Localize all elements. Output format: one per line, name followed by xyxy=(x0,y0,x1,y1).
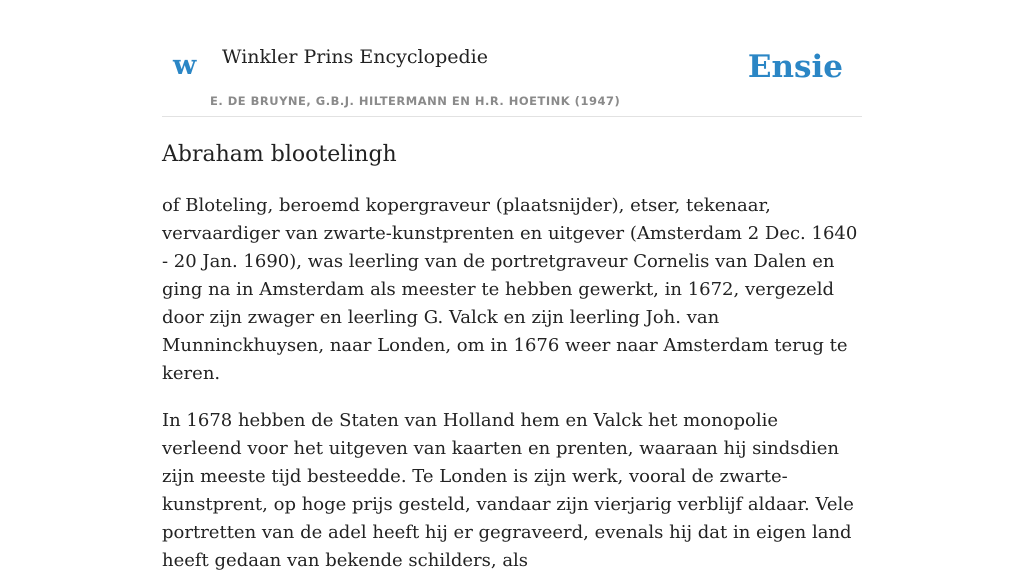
article-title: Abraham blootelingh xyxy=(162,142,397,167)
encyclopedia-authors: E. DE BRUYNE, G.B.J. HILTERMANN EN H.R. HOETINK (1947) xyxy=(210,94,621,108)
encyclopedia-logo[interactable]: w xyxy=(173,50,197,81)
article-paragraph-2: In 1678 hebben de Staten van Holland hem en Valck het monopolie verleend voor het uitgeven van kaarten en prenten, waaraan hij sindsdien zijn meeste tijd besteedde. Te Londen is zijn werk, vooral de zwarte-kunstprent, op hoge prijs gesteld, vandaar zijn vierjarig verblijf aldaar. Vele portretten van de adel heeft hij er gegraveerd, evenals hij dat in eigen land heeft gedaan van bekende schilders, als xyxy=(162,409,854,571)
main-content xyxy=(162,0,862,575)
ensie-brand-link[interactable]: Ensie xyxy=(747,49,843,85)
encyclopedia-title[interactable]: Winkler Prins Encyclopedie xyxy=(222,46,488,68)
article-paragraph-1: of Bloteling, beroemd kopergraveur (plaatsnijder), etser, tekenaar, vervaardiger van zwarte-kunstprenten en uitgever (Amsterdam 2 Dec. 1640 - 20 Jan. 1690), was leerling van de portretgraveur Cornelis van Dalen en ging na in Amsterdam als meester te hebben gewerkt, in 1672, vergezeld door zijn zwager en leerling G. Valck en zijn leerling Joh. van Munninckhuysen, naar Londen, om in 1676 weer naar Amsterdam terug te keren. xyxy=(162,194,858,384)
encyclopedia-header xyxy=(162,0,862,117)
